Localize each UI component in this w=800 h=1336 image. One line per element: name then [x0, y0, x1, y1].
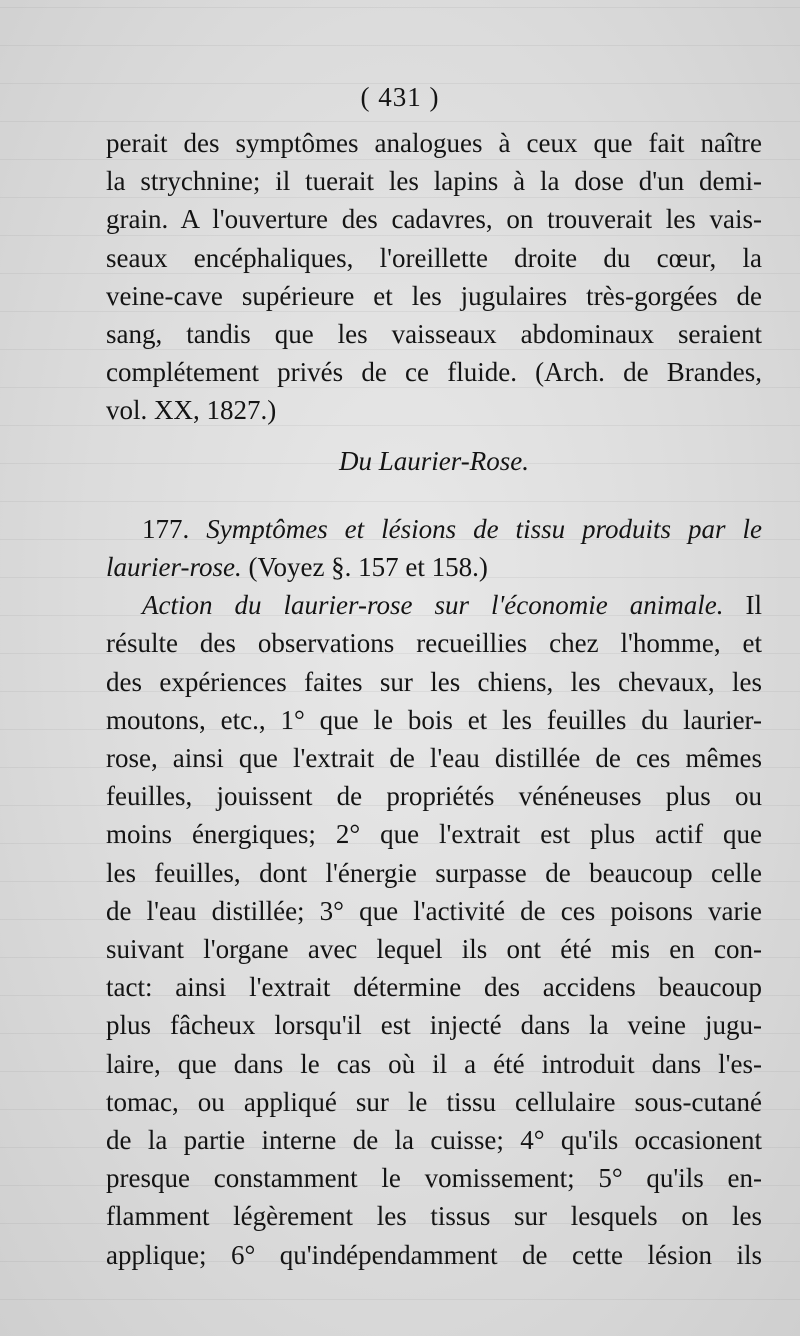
section-heading: Du Laurier-Rose. [339, 445, 529, 476]
text-line: applique; 6° qu'indépendamment de cette lésion ils [106, 1239, 762, 1270]
text-line: feuilles, jouissent de propriétés vénéneuses plus ou [106, 781, 762, 812]
body-text [106, 124, 762, 1274]
text-line: tomac, ou appliqué sur le tissu cellulaire sous-cutané [106, 1086, 762, 1117]
action-title: Action du laurier-rose sur l'économie animale. [142, 590, 724, 621]
text-fragment: Il [745, 590, 762, 621]
text-line: moins énergiques; 2° que l'extrait est plus actif que [106, 819, 762, 850]
text-line: plus fâcheux lorsqu'il est injecté dans la veine jugu- [106, 1010, 762, 1041]
text-line: presque constamment le vomissement; 5° qu'ils en- [106, 1163, 762, 1194]
text-line: flamment légèrement les tissus sur lesquels on les [106, 1201, 762, 1232]
text-line: suivant l'organe avec lequel ils ont été mis en con- [106, 934, 762, 965]
action-title-line [106, 586, 762, 624]
text-line: tact: ainsi l'extrait détermine des accidens beaucoup [106, 972, 762, 1003]
text-line: laire, que dans le cas où il a été introduit dans l'es- [106, 1048, 762, 1079]
cross-reference: (Voyez §. 157 et 158.) [248, 552, 488, 583]
text-line: la strychnine; il tuerait les lapins à la dose d'un demi- [106, 166, 762, 197]
section-177-title-cont [106, 548, 762, 586]
text-line: grain. A l'ouverture des cadavres, on trouverait les vais- [106, 204, 762, 235]
text-line: seaux encéphaliques, l'oreillette droite du cœur, la [106, 242, 762, 273]
text-line: de l'eau distillée; 3° que l'activité de ces poisons varie [106, 895, 762, 926]
text-line: veine-cave supérieure et les jugulaires très-gorgées de [106, 280, 762, 311]
text-line: rose, ainsi que l'extrait de l'eau distillée de ces mêmes [106, 743, 762, 774]
text-line: de la partie interne de la cuisse; 4° qu'ils occasionent [106, 1125, 762, 1156]
text-line: résulte des observations recueillies chez l'homme, et [106, 628, 762, 659]
section-177-title [106, 510, 762, 548]
section-title-part: Symptômes et lésions de tissu produits par le [206, 513, 762, 544]
text-line: vol. XX, 1827.) [106, 395, 277, 426]
section-title-part: laurier-rose. [106, 552, 242, 583]
section-number: 177. [142, 513, 190, 544]
text-line: complétement privés de ce fluide. (Arch. de Brandes, [106, 357, 762, 388]
text-line: sang, tandis que les vaisseaux abdominaux seraient [106, 319, 762, 350]
text-line: les feuilles, dont l'énergie surpasse de beaucoup celle [106, 857, 762, 888]
text-line: perait des symptômes analogues à ceux que fait naître [106, 128, 762, 158]
page-number: ( 431 ) [360, 82, 440, 112]
text-line: moutons, etc., 1° que le bois et les feuilles du laurier- [106, 704, 762, 735]
text-line: des expériences faites sur les chiens, les chevaux, les [106, 666, 762, 697]
